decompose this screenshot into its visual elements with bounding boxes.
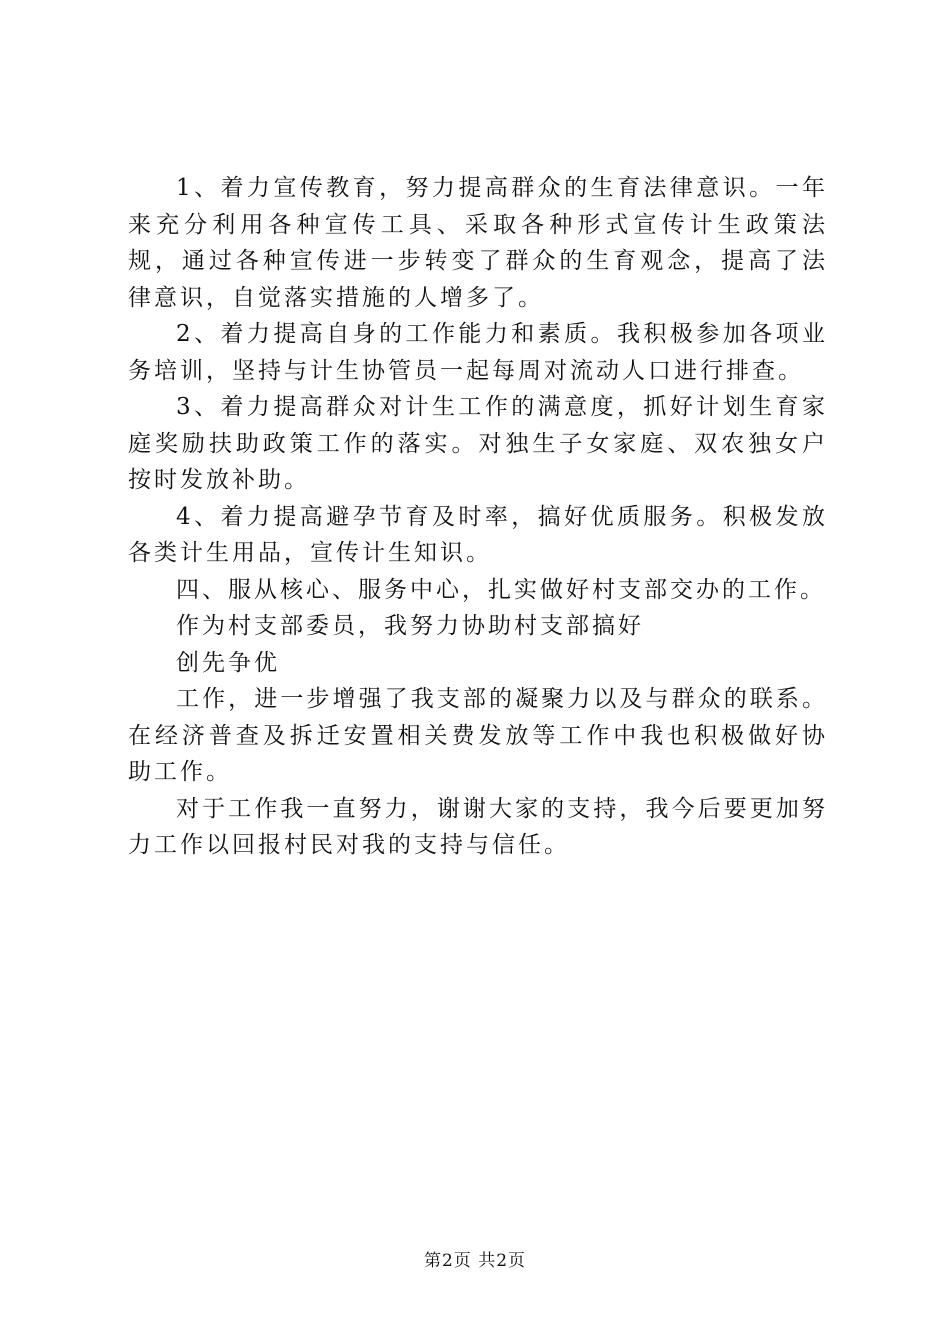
paragraph-satisfaction: 3、着力提高群众对计生工作的满意度，抓好计划生育家庭奖励扶助政策工作的落实。对独生子女家庭、双农独女户按时发放补助。 bbox=[128, 394, 828, 493]
paragraph-work-ability: 2、着力提高自身的工作能力和素质。我积极参加各项业务培训，坚持与计生协管员一起每周对流动人口进行排查。 bbox=[128, 321, 828, 384]
paragraph-family-planning-education: 1、着力宣传教育，努力提高群众的生育法律意识。一年来充分利用各种宣传工具、采取各种形式宣传计生政策法规，通过各种宣传进一步转变了群众的生育观念，提高了法律意识，自觉落实措施的人增多了。 bbox=[128, 175, 828, 311]
document-body bbox=[128, 170, 828, 864]
paragraph-section-four-heading: 四、服从核心、服务中心，扎实做好村支部交办的工作。 bbox=[176, 576, 826, 603]
paragraph-closing: 对于工作我一直努力，谢谢大家的支持，我今后要更加努力工作以回报村民对我的支持与信任。 bbox=[128, 795, 828, 858]
page-footer: 第2页 共2页 bbox=[423, 1251, 527, 1271]
paragraph-cohesion: 工作，进一步增强了我支部的凝聚力以及与群众的联系。在经济普查及拆迁安置相关费发放等工作中我也积极做好协助工作。 bbox=[128, 686, 828, 785]
paragraph-strive-excellence: 创先争优 bbox=[176, 649, 280, 676]
paragraph-contraception: 4、着力提高避孕节育及时率，搞好优质服务。积极发放各类计生用品，宣传计生知识。 bbox=[128, 503, 828, 566]
paragraph-committee-member: 作为村支部委员，我努力协助村支部搞好 bbox=[176, 613, 644, 639]
